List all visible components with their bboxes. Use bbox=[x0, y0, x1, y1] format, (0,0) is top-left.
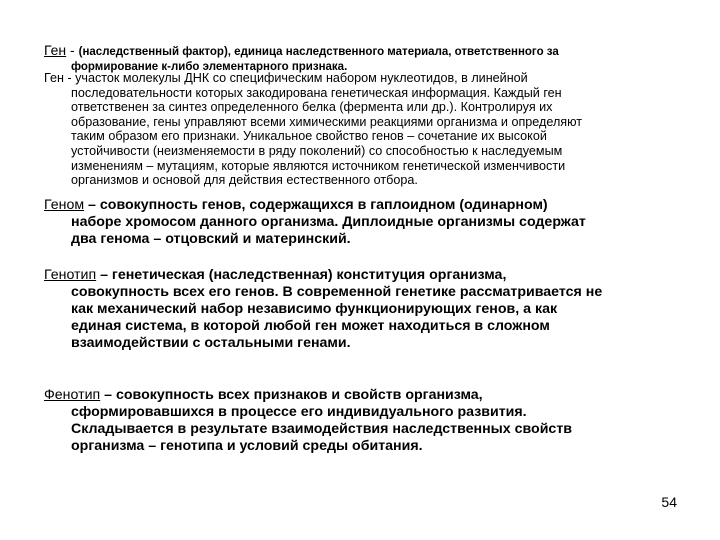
definition-first-line: Ген - участок молекулы ДНК со специфическим набором нуклеотидов, в линейной bbox=[44, 71, 528, 85]
definition-text: – генетическая (наследственная) конституция организма, bbox=[96, 267, 507, 283]
definition-line: совокупность всех его генов. В современной генетике рассматривается не bbox=[71, 284, 603, 300]
definition-text: – совокупность всех признаков и свойств организма, bbox=[100, 387, 483, 403]
term-phenotype: Фенотип bbox=[44, 387, 101, 403]
definition-line: Складывается в результате взаимодействия наследственных свойств bbox=[71, 421, 572, 437]
term-genome: Геном bbox=[44, 197, 85, 213]
definition-text: (наследственный фактор), единица наследственного материала, ответственного за bbox=[78, 46, 559, 58]
definition-phenotype bbox=[44, 387, 680, 455]
definition-continuation bbox=[71, 404, 680, 455]
definition-continuation bbox=[71, 284, 680, 352]
definition-genotype bbox=[44, 267, 680, 352]
definition-continuation bbox=[71, 214, 680, 248]
definition-genome bbox=[44, 197, 680, 248]
definition-line: единая система, в которой любой ген может находиться в сложном bbox=[71, 318, 550, 334]
definition-line: изменениям – мутациям, которые являются источником генетической изменчивости bbox=[71, 158, 566, 173]
term-gene: Ген bbox=[44, 42, 67, 58]
page-number: 54 bbox=[661, 494, 677, 510]
definition-line: организма – генотипа и условий среды обитания. bbox=[71, 438, 423, 454]
definition-first-line bbox=[44, 387, 680, 404]
definition-line: ответственен за синтез определенного белка (фермента или др.). Контролируя их bbox=[71, 100, 553, 115]
definition-line: таким образом его признаки. Уникальное свойство генов – сочетание их высокой bbox=[71, 129, 547, 144]
term-genotype: Генотип bbox=[44, 267, 97, 283]
definition-gene-long bbox=[44, 71, 680, 188]
definition-line: формирование к-либо элементарного признака. bbox=[71, 61, 348, 73]
definition-line: наборе хромосом данного организма. Диплоидные организмы содержат bbox=[71, 214, 586, 230]
dash: - bbox=[66, 42, 79, 58]
definition-first-line bbox=[44, 197, 680, 214]
definition-first-line bbox=[44, 267, 680, 284]
definition-text: – совокупность генов, содержащихся в гаплоидном (одинарном) bbox=[84, 197, 548, 213]
definition-first-line bbox=[44, 43, 680, 60]
definition-line: два генома – отцовский и материнский. bbox=[71, 231, 351, 247]
definition-line: устойчивости (неизменяемости в ряду поколений) со способностью к наследуемым bbox=[71, 143, 563, 158]
definition-line: сформировавшихся в процессе его индивидуального развития. bbox=[71, 404, 527, 420]
definition-line: последовательности которых закодирована генетическая информация. Каждый ген bbox=[71, 85, 562, 100]
definition-line: образование, гены управляют всеми химическими реакциями организма и определяют bbox=[71, 114, 583, 129]
definition-continuation bbox=[71, 86, 680, 188]
definition-line: как механический набор независимо функционирующих генов, а как bbox=[71, 301, 558, 317]
definition-line: организмов и основой для действия естественного отбора. bbox=[71, 173, 418, 188]
definition-line: взаимодействии с остальными генами. bbox=[71, 335, 351, 351]
